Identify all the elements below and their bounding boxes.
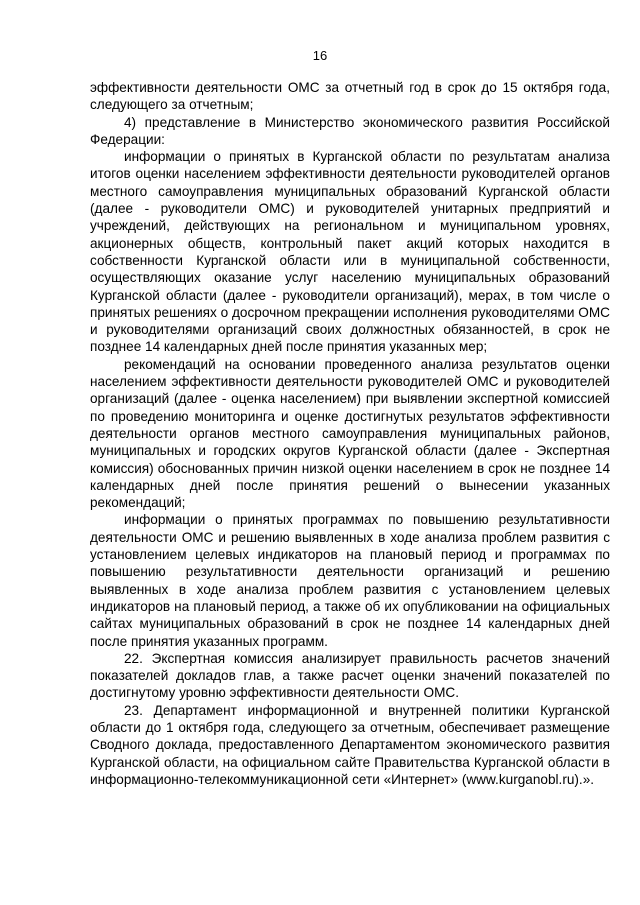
page-number: 16 <box>312 48 328 63</box>
paragraph-recommendations: рекомендаций на основании проведенного анализа результатов оценки населением эффективности деятельности руководителей ОМС и руководителей организаций (далее - оценка населением) при выявлении экспертной комиссией по проведению мониторинга и оценке достигнутых результатов эффективности деятельности органов местного самоуправления муниципальных районов, муниципальных и городских округов Курганской области (далее - Экспертная комиссия) обоснованных причин низкой оценки населением в срок не позднее 14 календарных дней после принятия решений о вынесении указанных рекомендаций; <box>90 356 610 511</box>
paragraph-item-4: 4) представление в Министерство экономического развития Российской Федерации: <box>90 114 610 147</box>
document-body <box>90 79 610 788</box>
paragraph-information-programs: информации о принятых программах по повышению результативности деятельности ОМС и решению выявленных в ходе анализа проблем развития с установлением целевых индикаторов на плановый период и программах по повышению результативности деятельности организаций и решению выявленных в ходе анализа проблем развития с установлением целевых индикаторов на плановый период, а также об их опубликовании на официальных сайтах муниципальных образований в срок не позднее 14 календарных дней после принятия указанных программ. <box>90 512 610 649</box>
paragraph-continuation: эффективности деятельности ОМС за отчетный год в срок до 15 октября года, следующего за отчетным; <box>90 80 610 113</box>
paragraph-item-22: 22. Экспертная комиссия анализирует правильность расчетов значений показателей докладов глав, а также расчет оценки значений показателей по достигнутому уровню эффективности деятельности ОМС. <box>90 650 610 701</box>
paragraph-item-23: 23. Департамент информационной и внутренней политики Курганской области до 1 октября года, следующего за отчетным, обеспечивает размещение Сводного доклада, предоставленного Департаментом экономического развития Курганской области, на официальном сайте Правительства Курганской области в информационно-телекоммуникационной сети «Интернет» (www.kurganobl.ru).». <box>90 702 610 787</box>
paragraph-information-measures: информации о принятых в Курганской области по результатам анализа итогов оценки населением эффективности деятельности руководителей органов местного самоуправления муниципальных образований Курганской области (далее - руководители ОМС) и руководителей унитарных предприятий и учреждений, действующих на региональном и муниципальном уровнях, акционерных обществ, контрольный пакет акций которых находится в собственности Курганской области или в муниципальной собственности, осуществляющих оказание услуг населению муниципальных образований Курганской области (далее - руководители организаций), мерах, в том числе о принятых решениях о досрочном прекращении исполнения руководителями ОМС и руководителями организаций своих должностных обязанностей, в срок не позднее 14 календарных дней после принятия указанных мер; <box>90 149 610 355</box>
